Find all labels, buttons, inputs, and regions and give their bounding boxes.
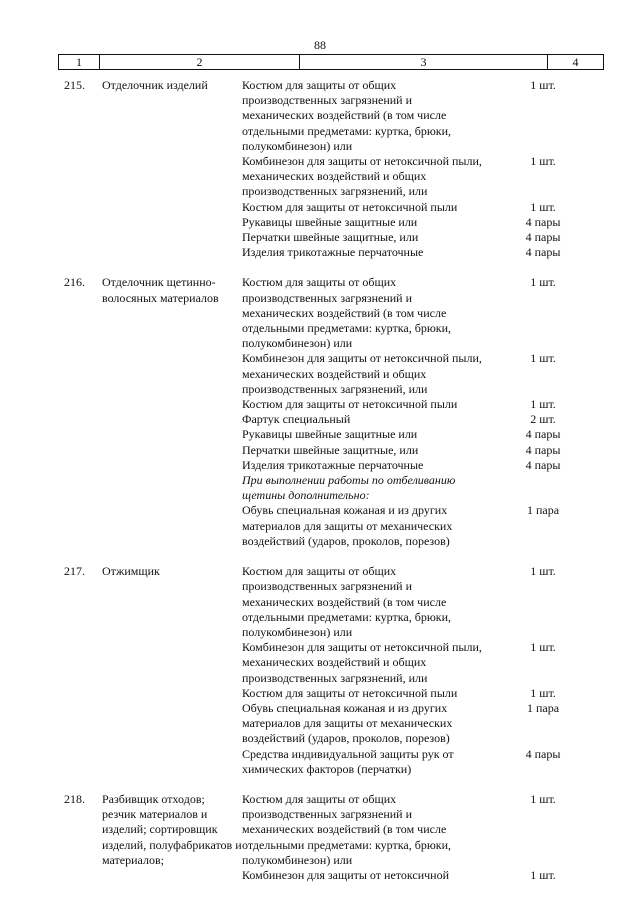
item-description: Костюм для защиты от общих производственных загрязнений и механических воздействий (в том числе отдельными предметами: куртка, брюки, полукомбинезон) или xyxy=(242,275,452,351)
row-number: 215. xyxy=(64,78,85,92)
list-item xyxy=(242,245,604,260)
column-header-4: 4 xyxy=(547,55,603,69)
item-description: Рукавицы швейные защитные или xyxy=(242,427,418,442)
list-item xyxy=(242,564,604,640)
item-description: Комбинезон для защиты от нетоксичной пыли, механических воздействий и общих производственных загрязнений, или xyxy=(242,351,482,396)
item-quantity: 4 пары xyxy=(525,214,561,229)
item-description: Комбинезон для защиты от нетоксичной пыли, механических воздействий и общих производственных загрязнений, или xyxy=(242,640,482,685)
row-number: 216. xyxy=(64,275,85,290)
profession-name: Отделочник изделий xyxy=(102,78,208,92)
item-quantity: 1 шт. xyxy=(530,351,556,366)
list-item xyxy=(242,747,604,777)
list-item xyxy=(242,792,604,868)
item-quantity: 4 пары xyxy=(525,746,561,761)
list-item xyxy=(242,78,604,154)
list-item xyxy=(242,412,604,427)
item-description: Перчатки швейные защитные, или xyxy=(242,442,419,457)
column-header-1: 1 xyxy=(76,55,82,69)
table-row xyxy=(58,275,604,549)
item-description: Костюм для защиты от общих производственных загрязнений и механических воздействий (в том числе отдельными предметами: куртка, брюки, полукомбинезон) или xyxy=(242,78,452,153)
list-item xyxy=(242,640,604,686)
item-quantity: 1 пара xyxy=(526,700,560,715)
item-description: Изделия трикотажные перчаточные xyxy=(242,245,424,260)
protective-items-list xyxy=(242,275,604,549)
item-note: При выполнении работы по отбеливанию щетины дополнительно: xyxy=(242,473,456,503)
item-description: Костюм для защиты от общих производственных загрязнений и механических воздействий (в том числе отдельными предметами: куртка, брюки, полукомбинезон) или xyxy=(242,791,452,867)
page-number: 88 xyxy=(314,38,326,52)
item-quantity: 2 шт. xyxy=(530,412,556,427)
item-description: Фартук специальный xyxy=(242,412,351,427)
list-item xyxy=(242,154,604,200)
entries-table xyxy=(58,78,604,883)
item-quantity: 4 пары xyxy=(525,230,561,245)
list-item xyxy=(242,397,604,412)
item-description: Перчатки швейные защитные, или xyxy=(242,230,419,245)
row-number: 217. xyxy=(64,564,85,579)
table-row xyxy=(58,792,604,883)
list-item xyxy=(242,200,604,215)
list-item xyxy=(242,351,604,397)
item-description: Комбинезон для защиты от нетоксичной xyxy=(242,867,450,882)
item-description: Костюм для защиты от нетоксичной пыли xyxy=(242,397,458,412)
table-row xyxy=(58,78,604,260)
list-item xyxy=(242,443,604,458)
protective-items-list xyxy=(242,792,604,883)
item-quantity: 1 шт. xyxy=(530,275,556,290)
column-header-row xyxy=(58,54,604,70)
item-description: Костюм для защиты от нетоксичной пыли xyxy=(242,685,458,700)
protective-items-list xyxy=(242,78,604,260)
item-description: Костюм для защиты от нетоксичной пыли xyxy=(242,199,458,214)
list-item xyxy=(242,503,604,549)
item-quantity: 1 шт. xyxy=(530,397,556,412)
list-item xyxy=(242,473,604,503)
item-quantity: 4 пары xyxy=(525,245,561,260)
item-quantity: 1 шт. xyxy=(530,564,556,579)
profession-name: Разбивщик отходов; резчик материалов и изделий; сортировщик изделий, полуфабрикатов и материалов; xyxy=(102,791,242,867)
item-description: Средства индивидуальной защиты рук от химических факторов (перчатки) xyxy=(242,746,454,776)
item-description: Изделия трикотажные перчаточные xyxy=(242,457,424,472)
item-description: Рукавицы швейные защитные или xyxy=(242,214,418,229)
item-quantity: 1 шт. xyxy=(530,791,556,806)
list-item xyxy=(242,230,604,245)
column-header-2: 2 xyxy=(99,55,299,69)
table-row xyxy=(58,564,604,777)
profession-name: Отделочник щетинно-волосяных материалов xyxy=(102,275,219,305)
row-number: 218. xyxy=(64,791,85,806)
item-quantity: 1 шт. xyxy=(530,154,556,169)
item-description: Обувь специальная кожаная и из других материалов для защиты от механических воздействий (ударов, проколов, порезов) xyxy=(242,503,453,548)
item-quantity: 4 пары xyxy=(525,427,561,442)
list-item xyxy=(242,275,604,351)
item-quantity: 4 пары xyxy=(525,457,561,472)
item-quantity: 1 пара xyxy=(526,503,560,518)
item-description: Обувь специальная кожаная и из других материалов для защиты от механических воздействий (ударов, проколов, порезов) xyxy=(242,700,453,746)
item-quantity: 1 шт. xyxy=(530,199,556,214)
list-item xyxy=(242,701,604,747)
item-quantity: 1 шт. xyxy=(530,640,556,655)
item-quantity: 1 шт. xyxy=(530,685,556,700)
item-description: Комбинезон для защиты от нетоксичной пыли, механических воздействий и общих производственных загрязнений, или xyxy=(242,154,482,199)
item-description: Костюм для защиты от общих производственных загрязнений и механических воздействий (в том числе отдельными предметами: куртка, брюки, полукомбинезон) или xyxy=(242,564,452,639)
list-item xyxy=(242,458,604,473)
list-item xyxy=(242,215,604,230)
item-quantity: 1 шт. xyxy=(530,78,556,92)
profession-name: Отжимщик xyxy=(102,564,160,579)
list-item xyxy=(242,427,604,442)
item-quantity: 4 пары xyxy=(525,442,561,457)
list-item xyxy=(242,686,604,701)
column-header-3: 3 xyxy=(299,55,547,69)
protective-items-list xyxy=(242,564,604,777)
item-quantity: 1 шт. xyxy=(530,867,556,882)
list-item xyxy=(242,868,604,883)
